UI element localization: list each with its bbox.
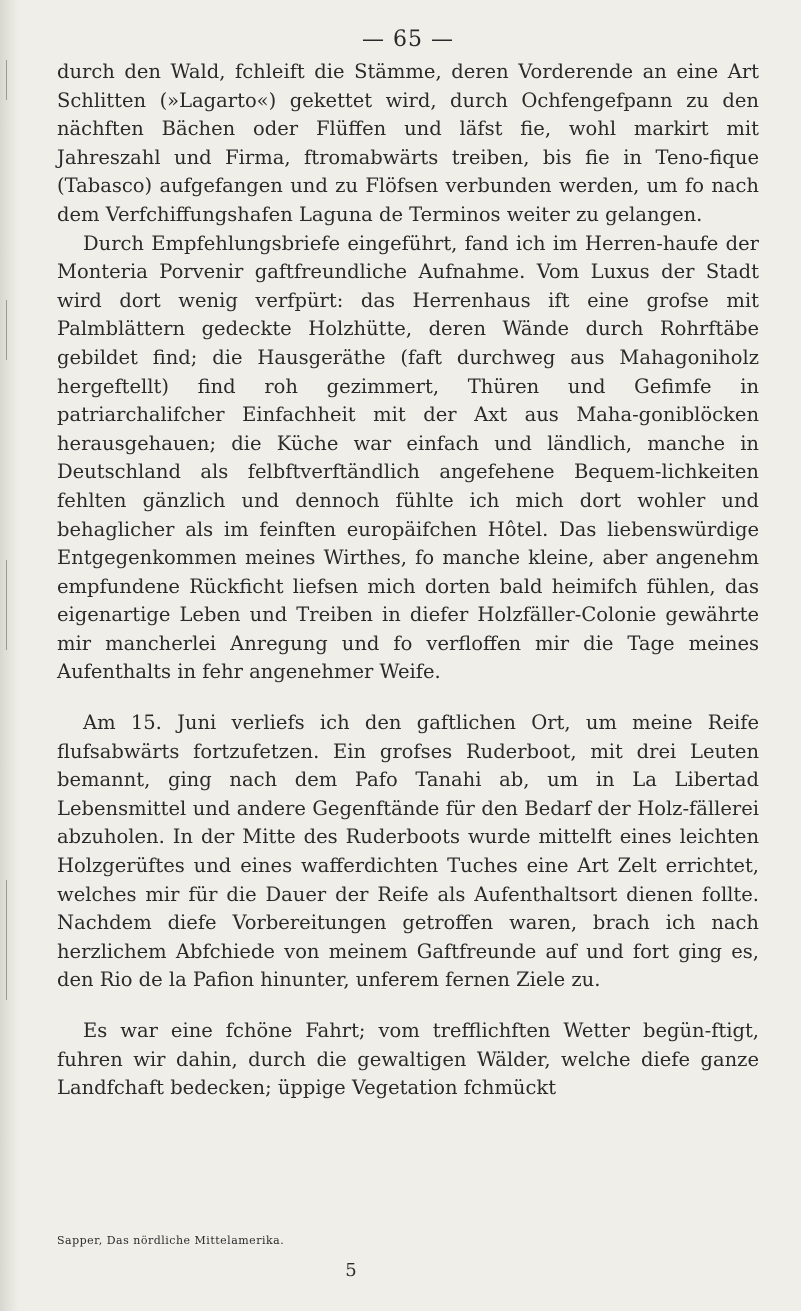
paragraph-gap (57, 687, 759, 709)
paragraph-2: Durch Empfehlungsbriefe eingeführt, fand ich im Herren-haufe der Monteria Porvenir gaftfreundliche Aufnahme. Vom Luxus der Stadt wird dort wenig verfpürt: das Herrenhaus ift eine grofse mit Palmblättern gedeckte Holzhütte, deren Wände durch Rohrftäbe gebildet find; die Hausgeräthe (faft durchweg aus Mahagoniholz hergeftellt) find roh gezimmert, Thüren und Gefimfe in patriarchalifcher Einfachheit mit der Axt aus Maha-goniblöcken herausgehauen; die Küche war einfach und ländlich, manche in Deutschland als felbftverftändlich angefehene Bequem-lichkeiten fehlten gänzlich und dennoch fühlte ich mich dort wohler und behaglicher als im feinften europäifchen Hôtel. Das liebenswürdige Entgegenkommen meines Wirthes, fo manche kleine, aber angenehm empfundene Rückficht liefsen mich dorten bald heimifch fühlen, das eigenartige Leben und Treiben in diefer Holzfäller-Colonie gewährte mir mancherlei Anregung und fo verfloffen mir die Tage meines Aufenthalts in fehr angenehmer Weife. (57, 231, 759, 684)
page-footer (57, 1228, 759, 1254)
paragraph-4: Es war eine fchöne Fahrt; vom trefflichften Wetter begün-ftigt, fuhren wir dahin, durch die gewaltigen Wälder, welche diefe ganze Landfchaft bedecken; üppige Vegetation fchmückt (57, 1019, 759, 1100)
page-binding-edge (0, 0, 18, 1311)
binding-mark (6, 300, 7, 360)
page-number-header: — 65 — (362, 27, 454, 52)
printer-signature: Sapper, Das nördliche Mittelamerika. (57, 1234, 285, 1247)
paragraph-3: Am 15. Juni verliefs ich den gaftlichen Ort, um meine Reife flufsabwärts fortzufetzen. Ein grofses Ruderboot, mit drei Leuten bemannt, ging nach dem Pafo Tanahi ab, um in La Libertad Lebensmittel und andere Gegenftände für den Bedarf der Holz-fällerei abzuholen. In der Mitte des Ruderboots wurde mittelft eines leichten Holzgerüftes und eines wafferdichten Tuches eine Art Zelt errichtet, welches mir für die Dauer der Reife als Aufenthaltsort dienen follte. Nachdem diefe Vorbereitungen getroffen waren, brach ich nach herzlichem Abfchiede von meinem Gaftfreunde auf und fort ging es, den Rio de la Pafion hinunter, unferem fernen Ziele zu. (57, 711, 759, 992)
paragraph-gap (57, 995, 759, 1017)
book-page (57, 22, 759, 1103)
binding-mark (6, 60, 7, 100)
sheet-number: 5 (345, 1260, 357, 1281)
binding-mark (6, 880, 7, 1000)
paragraph-1: durch den Wald, fchleift die Stämme, deren Vorderende an eine Art Schlitten (»Lagarto«) gekettet wird, durch Ochfengefpann zu den nächften Bächen oder Flüffen und läfst fie, wohl markirt mit Jahreszahl und Firma, ftromabwärts treiben, bis fie in Teno-fique (Tabasco) aufgefangen und zu Flöfsen verbunden werden, um fo nach dem Verfchiffungshafen Laguna de Terminos weiter zu gelangen. (57, 60, 759, 226)
binding-mark (6, 560, 7, 650)
